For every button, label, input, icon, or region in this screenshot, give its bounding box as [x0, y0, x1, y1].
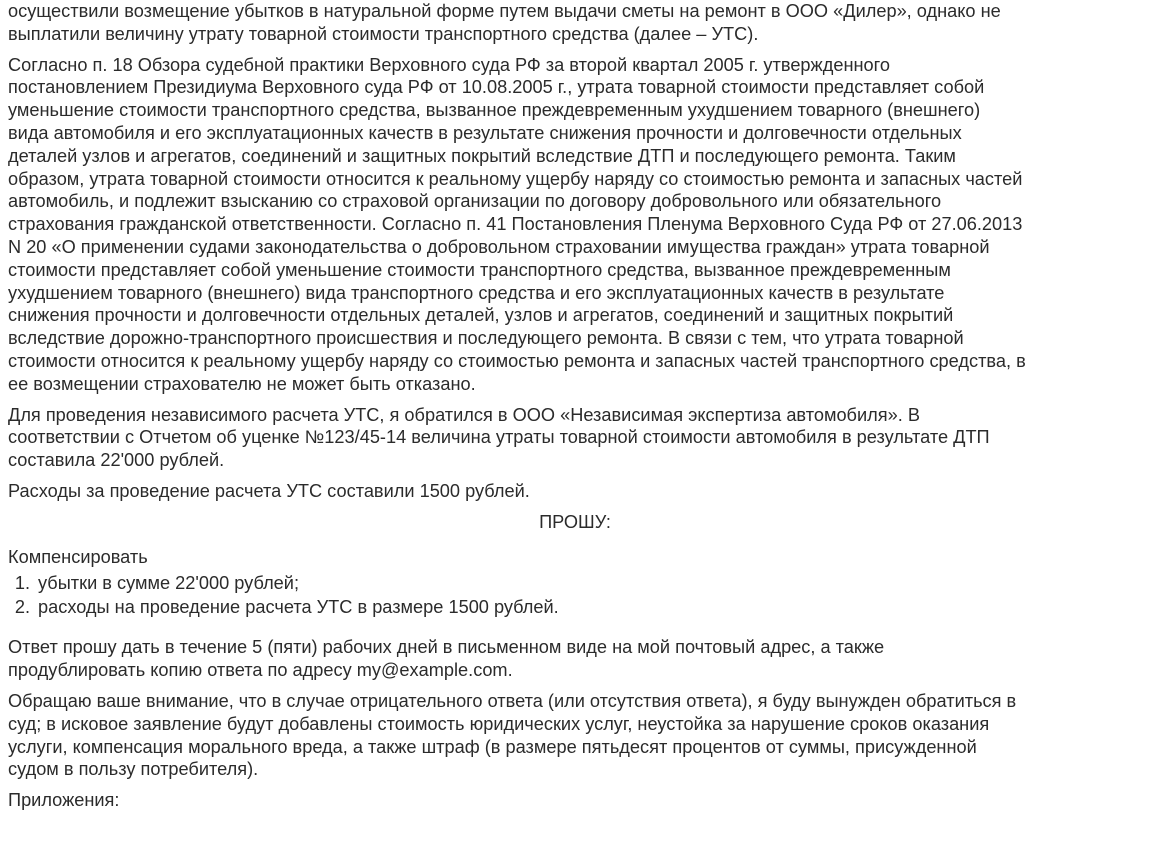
- paragraph-independent-assessment: [8, 404, 1142, 472]
- text-line: автомобиль, и подлежит взысканию со страховой организации по договору добровольного или обязательного: [8, 191, 942, 212]
- compensate-label: Компенсировать: [8, 546, 148, 567]
- attachments-label: Приложения:: [8, 790, 120, 811]
- text-line: продублировать копию ответа по адресу my@example.com.: [8, 660, 513, 681]
- text-line: N 20 «О применении судами законодательства о добровольном страховании имущества граждан» утрата товарной: [8, 236, 990, 257]
- list-item: [8, 572, 1142, 596]
- text-line: Обращаю ваше внимание, что в случае отрицательного ответа (или отсутствия ответа), я буду вынужден обратиться в: [8, 690, 1017, 711]
- list-item-number: 1.: [14, 573, 30, 594]
- paragraph-damages-intro: [8, 0, 1142, 46]
- text-line: уменьшение стоимости транспортного средства, вызванное преждевременным ухудшением товарного (внешнего): [8, 100, 981, 121]
- paragraph-expenses: [8, 480, 1142, 503]
- paragraph-warning: [8, 690, 1142, 781]
- text-line: образом, утрата товарной стоимости относится к реальному ущербу наряду со стоимостью ремонта и запасных частей: [8, 168, 1023, 189]
- text-line: постановлением Президиума Верховного суда РФ от 10.08.2005 г., утрата товарной стоимости представляет собой: [8, 77, 985, 98]
- list-item-number: 2.: [14, 596, 30, 617]
- text-line: ее возмещении страхователю не может быть отказано.: [8, 373, 476, 394]
- text-line: суд; в исковое заявление будут добавлены стоимость юридических услуг, неустойка за нарушение сроков оказания: [8, 713, 990, 734]
- text-line: снижения прочности и долговечности отдельных деталей, узлов и агрегатов, соединений и защитных покрытий: [8, 305, 954, 326]
- text-line: ухудшением товарного (внешнего) вида транспортного средства и его эксплуатационных качеств в результате: [8, 282, 945, 303]
- claims-list: [8, 572, 1142, 619]
- text-line: Для проведения независимого расчета УТС, я обратился в ООО «Независимая экспертиза автомобиля». В: [8, 404, 920, 425]
- text-line: страхования гражданской ответственности. Согласно п. 41 Постановления Пленума Верховного Суда РФ от 27.06.2013: [8, 214, 1023, 235]
- text-line: стоимости представляет собой уменьшение стоимости транспортного средства, вызванное преждевременным: [8, 259, 951, 280]
- text-line: Ответ прошу дать в течение 5 (пяти) рабочих дней в письменном виде на мой почтовый адрес, а также: [8, 637, 885, 658]
- text-line: стоимости относится к реальному ущербу наряду со стоимостью ремонта и запасных частей транспортного средства, в: [8, 350, 1026, 371]
- text-line: выплатили величину утрату товарной стоимости транспортного средства (далее – УТС).: [8, 23, 759, 44]
- letter-document: [8, 0, 1142, 812]
- paragraph-response-request: [8, 636, 1142, 682]
- text-line: осуществили возмещение убытков в натуральной форме путем выдачи сметы на ремонт в ООО «Дилер», однако не: [8, 1, 1001, 21]
- list-item-text: убытки в сумме 22'000 рублей;: [38, 573, 300, 594]
- text-line: составила 22'000 рублей.: [8, 450, 225, 471]
- text-line: судом в пользу потребителя).: [8, 759, 259, 780]
- text-line: вследствие дорожно-транспортного происшествия и последующего ремонта. В связи с тем, что утрата товарной: [8, 328, 964, 349]
- list-item-text: расходы на проведение расчета УТС в размере 1500 рублей.: [38, 596, 559, 617]
- text-line: Расходы за проведение расчета УТС составили 1500 рублей.: [8, 480, 530, 501]
- paragraph-legal-basis: [8, 54, 1142, 396]
- text-line: соответствии с Отчетом об уценке №123/45-14 величина утраты товарной стоимости автомобиля в результате ДТП: [8, 427, 990, 448]
- list-item: [8, 596, 1142, 620]
- text-line: вида автомобиля и его эксплуатационных качеств в результате снижения прочности и долговечности отдельных: [8, 122, 962, 143]
- text-line: Согласно п. 18 Обзора судебной практики Верховного суда РФ за второй квартал 2005 г. утвержденного: [8, 54, 890, 75]
- request-heading: ПРОШУ:: [539, 511, 611, 532]
- text-line: услуги, компенсация морального вреда, а также штраф (в размере пятьдесят процентов от суммы, присужденной: [8, 736, 977, 757]
- text-line: деталей узлов и агрегатов, соединений и защитных покрытий вследствие ДТП и последующего ремонта. Таким: [8, 145, 956, 166]
